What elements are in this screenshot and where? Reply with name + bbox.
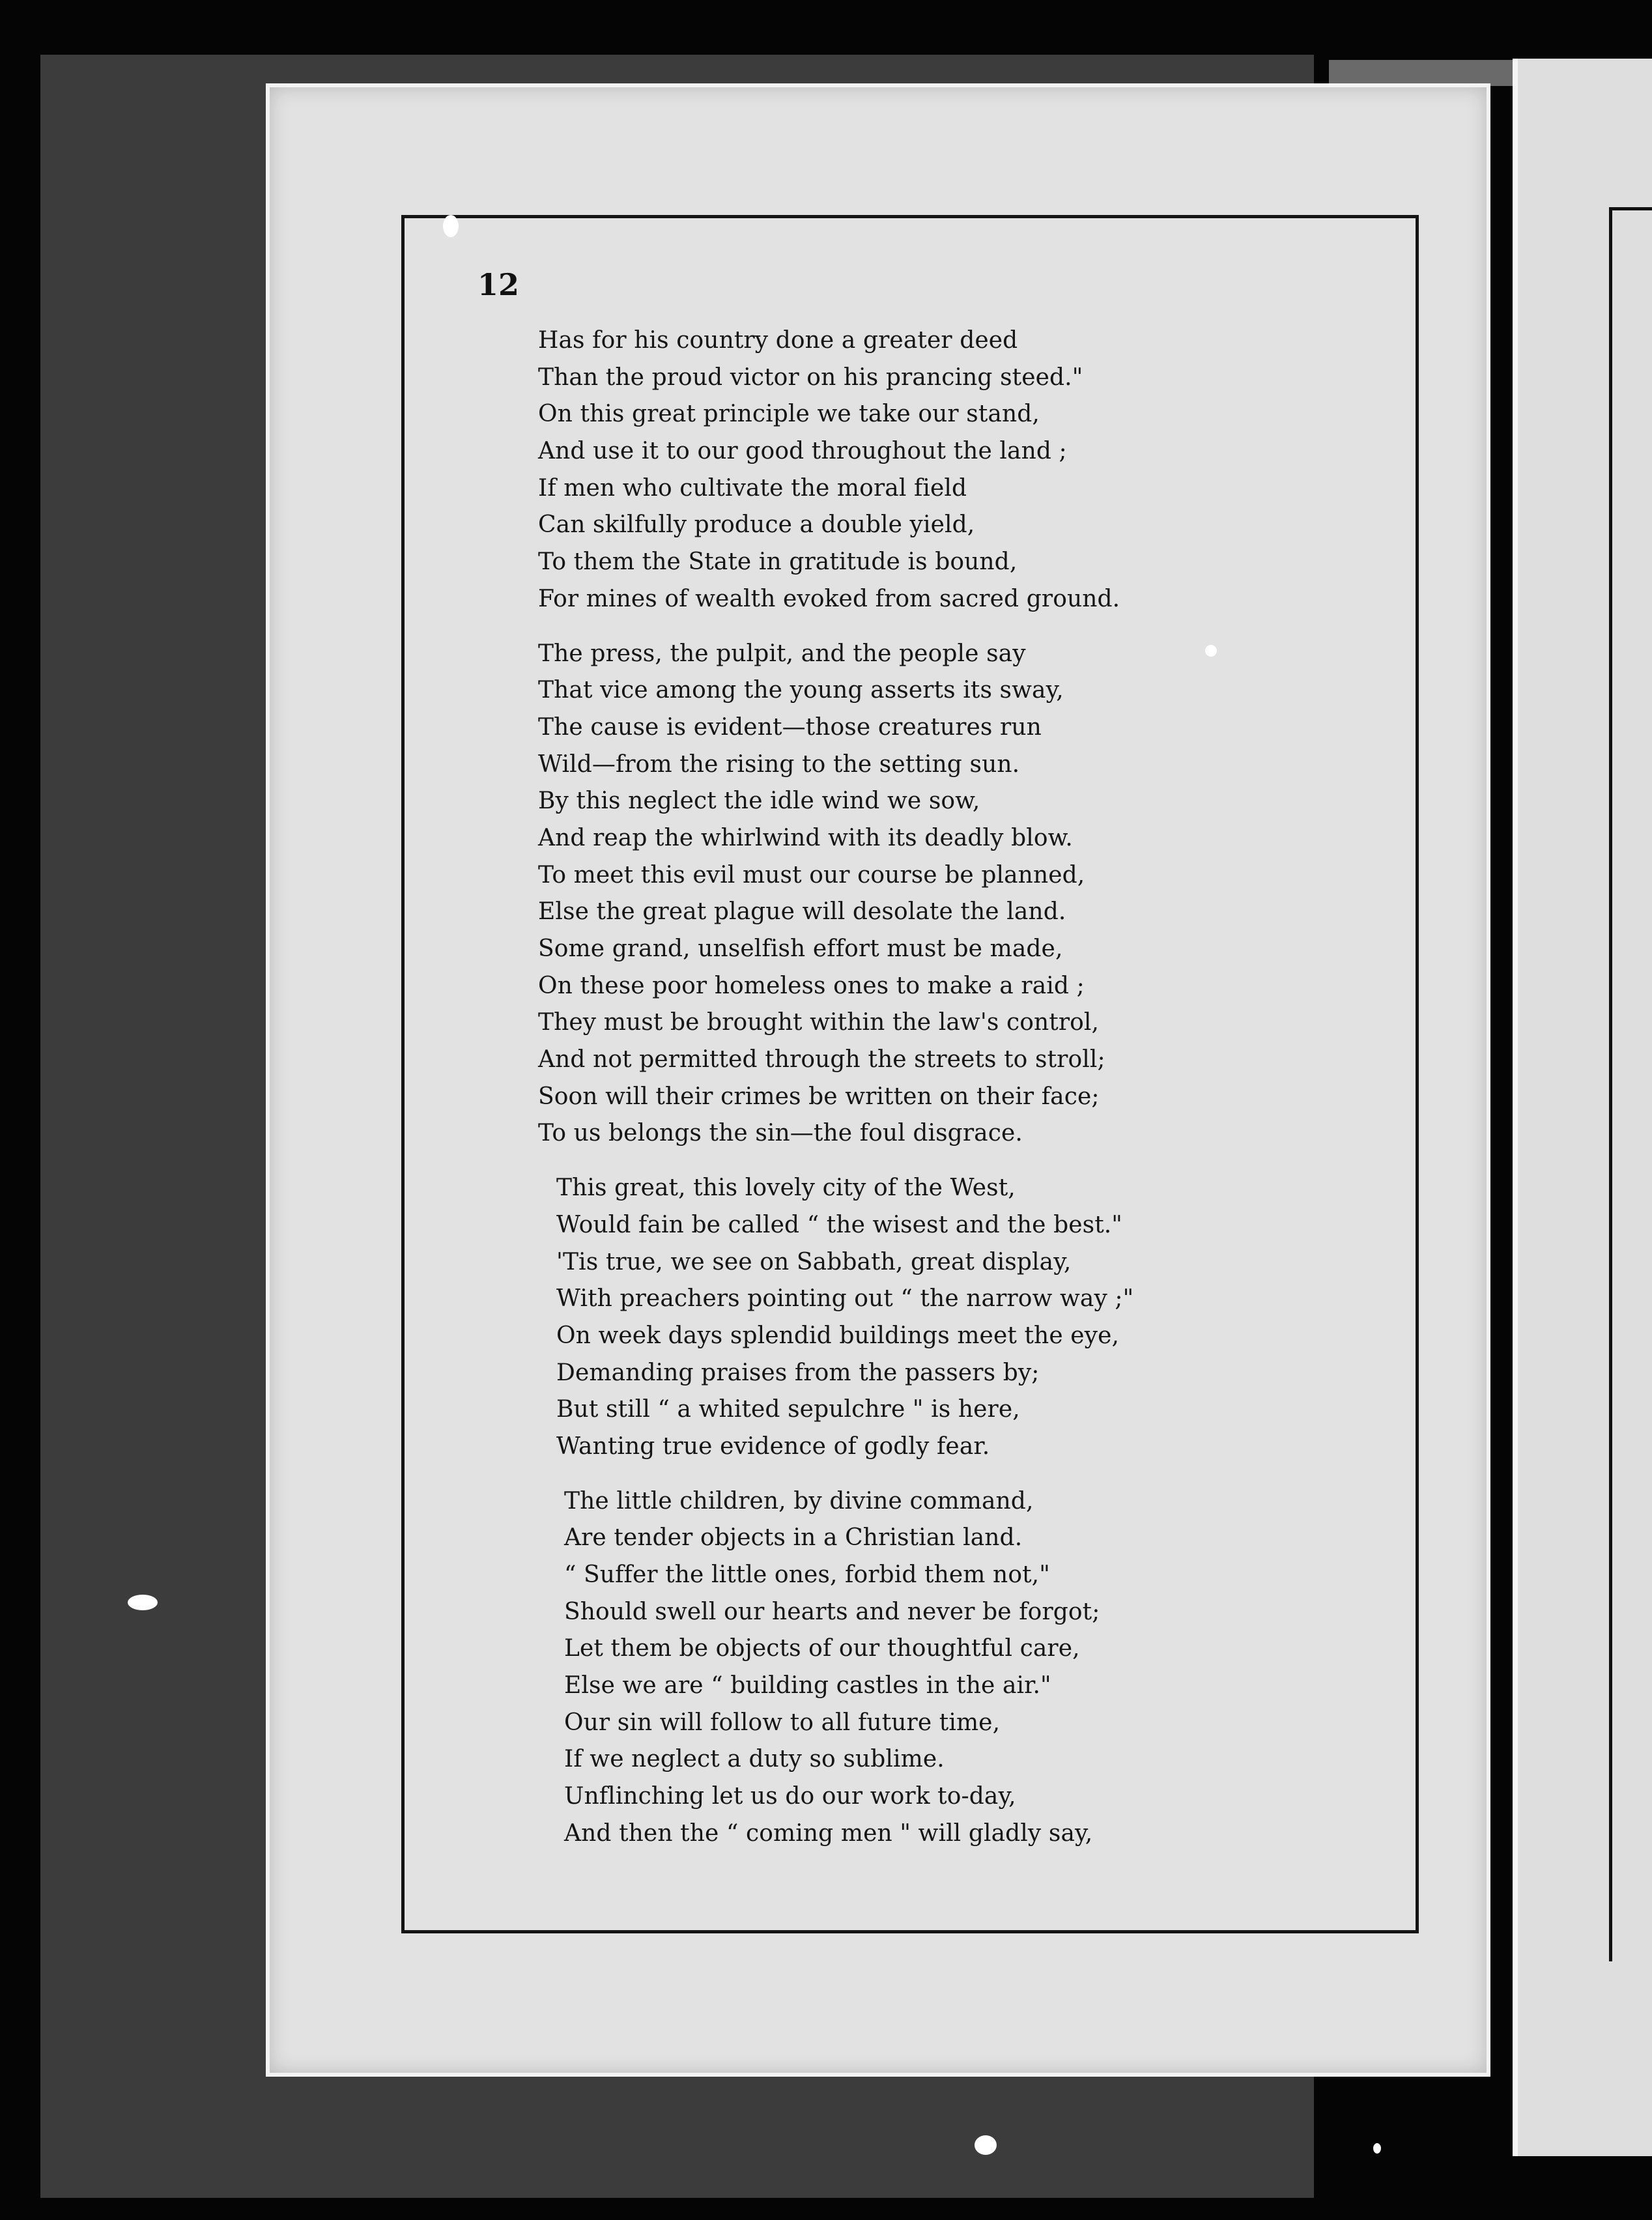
- poem-line: Else we are “ building castles in the air.": [564, 1672, 1051, 1700]
- scan-speck: [1373, 2143, 1381, 2154]
- scan-speck: [1205, 645, 1217, 657]
- poem-line: But still “ a whited sepulchre " is here,: [556, 1396, 1020, 1423]
- stanza-2: [538, 636, 1320, 1153]
- poem-line: “ Suffer the little ones, forbid them not,": [564, 1561, 1050, 1588]
- stanza-3: [556, 1170, 1320, 1466]
- poem-line: Our sin will follow to all future time,: [564, 1709, 1001, 1736]
- poem-line: That vice among the young asserts its sway,: [538, 677, 1064, 704]
- poem-line: By this neglect the idle wind we sow,: [538, 788, 980, 815]
- poem-line: To meet this evil must our course be planned,: [538, 861, 1085, 889]
- backing-edge: [1329, 60, 1524, 86]
- poem-line: The cause is evident—those creatures run: [538, 713, 1042, 741]
- scan-speck: [975, 2135, 997, 2155]
- poem-line: And use it to our good throughout the land ;: [538, 438, 1067, 465]
- poem-line: Should swell our hearts and never be forgot;: [564, 1598, 1100, 1625]
- poem-line: With preachers pointing out “ the narrow way ;": [556, 1285, 1134, 1313]
- poem-line: Soon will their crimes be written on their face;: [538, 1083, 1100, 1110]
- poem-line: And reap the whirlwind with its deadly blow.: [538, 824, 1073, 851]
- poem-line: On these poor homeless ones to make a raid ;: [538, 972, 1085, 999]
- poem-line: On this great principle we take our stand,: [538, 401, 1040, 428]
- poem-line: Can skilfully produce a double yield,: [538, 511, 975, 539]
- poem-line: Some grand, unselfish effort must be made,: [538, 935, 1063, 962]
- poem-line: This great, this lovely city of the West,: [556, 1174, 1016, 1202]
- poem-line: Has for his country done a greater deed: [538, 327, 1018, 354]
- poem-line: To us belongs the sin—the foul disgrace.: [538, 1120, 1023, 1147]
- poem-line: Let them be objects of our thoughtful care,: [564, 1635, 1080, 1662]
- poem-text: [538, 322, 1320, 1870]
- poem-line: The press, the pulpit, and the people say: [538, 640, 1026, 667]
- stanza-1: [538, 322, 1320, 618]
- poem-line: Than the proud victor on his prancing steed.": [538, 363, 1083, 391]
- poem-line: On week days splendid buildings meet the eye,: [556, 1322, 1120, 1349]
- poem-line: If men who cultivate the moral field: [538, 474, 967, 502]
- page-number: 12: [477, 267, 520, 302]
- poem-line: To them the State in gratitude is bound,: [538, 548, 1018, 576]
- facing-page-frame: [1609, 207, 1652, 1961]
- poem-line: They must be brought within the law's control,: [538, 1009, 1100, 1036]
- poem-line: Else the great plague will desolate the land.: [538, 898, 1066, 926]
- poem-line: And then the “ coming men " will gladly say,: [564, 1819, 1093, 1847]
- poem-line: 'Tis true, we see on Sabbath, great display,: [556, 1248, 1072, 1275]
- poem-line: Unflinching let us do our work to-day,: [564, 1783, 1016, 1810]
- poem-line: And not permitted through the streets to stroll;: [538, 1046, 1105, 1074]
- poem-line: Are tender objects in a Christian land.: [564, 1524, 1023, 1552]
- poem-line: If we neglect a duty so sublime.: [564, 1746, 945, 1773]
- scan-speck: [443, 215, 459, 237]
- poem-line: Wild—from the rising to the setting sun.: [538, 750, 1020, 778]
- poem-line: For mines of wealth evoked from sacred ground.: [538, 585, 1120, 612]
- scan-speck: [128, 1595, 158, 1610]
- poem-line: Demanding praises from the passers by;: [556, 1359, 1040, 1386]
- poem-line: Wanting true evidence of godly fear.: [556, 1432, 990, 1460]
- stanza-4: [564, 1483, 1320, 1853]
- poem-line: Would fain be called “ the wisest and the best.": [556, 1211, 1122, 1238]
- facing-page-edge: [1513, 59, 1652, 2156]
- poem-line: The little children, by divine command,: [564, 1487, 1034, 1515]
